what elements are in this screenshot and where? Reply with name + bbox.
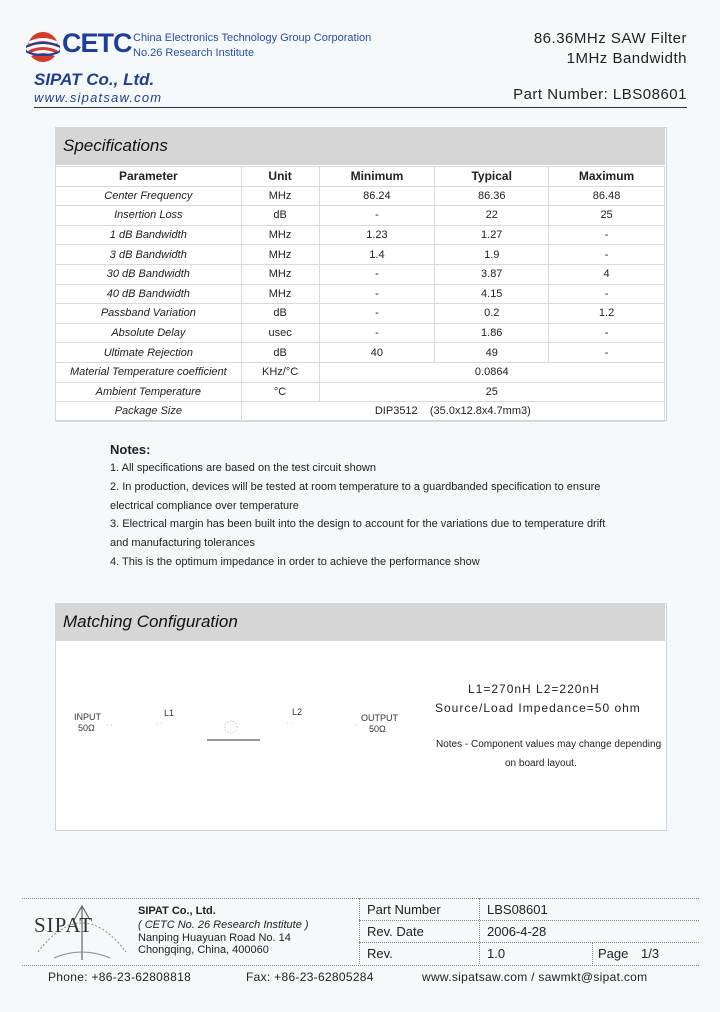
col-header: Typical (435, 167, 549, 187)
company-name: SIPAT Co., Ltd. (34, 70, 155, 89)
l1-label: L1 (164, 708, 175, 718)
table-row (56, 382, 665, 402)
note-line: 2. In production, devices will be tested at room temperature to a guardbanded specification to ensure (110, 481, 601, 493)
matching-note-2: on board layout. (505, 758, 577, 769)
typ-cell: 22 (435, 206, 549, 226)
param-cell: 1 dB Bandwidth (56, 225, 242, 245)
min-cell: - (319, 206, 435, 226)
typ-cell: 1.9 (435, 245, 549, 265)
footer-contact[interactable]: www.sipatsaw.com / sawmkt@sipat.com (422, 970, 648, 984)
matching-circuit-diagram (100, 715, 380, 745)
note-line: 3. Electrical margin has been built into the design to account for the variations due to temperature drift (110, 518, 606, 530)
param-cell: Center Frequency (56, 186, 242, 206)
unit-cell: MHz (241, 264, 319, 284)
output-impedance: 50Ω (369, 724, 386, 734)
footer-divider (592, 942, 593, 964)
unit-cell: dB (241, 304, 319, 324)
footer-institute: ( CETC No. 26 Research Institute ) (138, 919, 309, 931)
unit-cell: °C (241, 382, 319, 402)
table-row (56, 343, 665, 363)
value-cell: 0.0864 (319, 362, 665, 382)
unit-cell: MHz (241, 225, 319, 245)
min-cell: 1.4 (319, 245, 435, 265)
footer-address-2: Chongqing, China, 400060 (138, 944, 269, 956)
param-cell: 40 dB Bandwidth (56, 284, 242, 304)
min-cell: - (319, 284, 435, 304)
min-cell: 86.24 (319, 186, 435, 206)
unit-cell: dB (241, 206, 319, 226)
matching-title: Matching Configuration (63, 612, 238, 631)
min-cell: - (319, 323, 435, 343)
col-header: Maximum (549, 167, 665, 187)
table-row (56, 206, 665, 226)
cetc-globe-logo (26, 30, 60, 64)
table-header-row (56, 167, 665, 187)
param-cell: Absolute Delay (56, 323, 242, 343)
unit-cell: MHz (241, 186, 319, 206)
table-row (56, 362, 665, 382)
param-cell: 30 dB Bandwidth (56, 264, 242, 284)
rev-label: Rev. (367, 946, 393, 961)
footer-divider (479, 898, 480, 964)
typ-cell: 1.86 (435, 323, 549, 343)
website-link[interactable]: www.sipatsaw.com (34, 90, 163, 105)
footer-fax: Fax: +86-23-62805284 (246, 970, 374, 984)
col-header: Parameter (56, 167, 242, 187)
svg-text:· ·: · · (106, 722, 113, 729)
org-line-2: No.26 Research Institute (133, 47, 255, 59)
notes-heading: Notes: (110, 442, 151, 457)
max-cell: - (549, 245, 665, 265)
rev-value: 1.0 (487, 946, 506, 961)
max-cell: - (549, 323, 665, 343)
table-row (56, 245, 665, 265)
table-row (56, 402, 665, 422)
component-values: L1=270nH L2=220nH (468, 682, 600, 696)
typ-cell: 4.15 (435, 284, 549, 304)
min-cell: - (319, 264, 435, 284)
unit-cell: MHz (241, 245, 319, 265)
rev-date-value: 2006-4-28 (487, 924, 547, 939)
package-value-cell: DIP3512 (35.0x12.8x4.7mm3) (241, 402, 664, 422)
note-line: 4. This is the optimum impedance in order to achieve the performance show (110, 556, 480, 568)
table-row (56, 225, 665, 245)
header-divider (34, 107, 687, 108)
part-number-value: LBS08601 (487, 902, 548, 917)
min-cell: 1.23 (319, 225, 435, 245)
max-cell: 4 (549, 264, 665, 284)
footer-address-1: Nanping Huayuan Road No. 14 (138, 932, 291, 944)
param-cell: Ambient Temperature (56, 382, 242, 402)
footer-phone: Phone: +86-23-62808818 (48, 970, 192, 984)
svg-text:·: · (355, 722, 358, 729)
product-title: 86.36MHz SAW Filter (533, 30, 687, 47)
page-label: Page (598, 946, 629, 961)
part-number: Part Number: LBS08601 (513, 86, 687, 103)
note-line: electrical compliance over temperature (110, 500, 299, 512)
value-cell: 25 (319, 382, 665, 402)
input-impedance: 50Ω (78, 723, 95, 733)
table-row (56, 323, 665, 343)
org-line-1: China Electronics Technology Group Corporation (133, 32, 372, 44)
param-cell: Ultimate Rejection (56, 343, 242, 363)
typ-cell: 1.27 (435, 225, 549, 245)
col-header: Minimum (319, 167, 435, 187)
table-row (56, 264, 665, 284)
part-number-label: Part Number (367, 902, 441, 917)
footer-row-line (359, 920, 699, 921)
specifications-title: Specifications (63, 136, 168, 155)
impedance-text: Source/Load Impedance=50 ohm (435, 701, 641, 715)
table-row (56, 284, 665, 304)
col-header: Unit (241, 167, 319, 187)
note-line: 1. All specifications are based on the test circuit shown (110, 462, 376, 474)
rev-date-label: Rev. Date (367, 924, 424, 939)
unit-cell: KHz/°C (241, 362, 319, 382)
footer-company: SIPAT Co., Ltd. (138, 905, 216, 917)
typ-cell: 86.36 (435, 186, 549, 206)
table-row (56, 186, 665, 206)
cetc-logo-text: CETC (62, 28, 132, 58)
param-cell: Insertion Loss (56, 206, 242, 226)
svg-text:· ·: · · (156, 720, 163, 727)
note-line: and manufacturing tolerances (110, 537, 255, 549)
matching-note-1: Notes - Component values may change depending (436, 739, 662, 750)
unit-cell: usec (241, 323, 319, 343)
footer-row-line (359, 942, 699, 943)
product-bandwidth: 1MHz Bandwidth (566, 50, 687, 67)
max-cell: - (549, 225, 665, 245)
typ-cell: 3.87 (435, 264, 549, 284)
input-label: INPUT (74, 712, 101, 722)
max-cell: 1.2 (549, 304, 665, 324)
page-value: 1/3 (641, 946, 660, 961)
max-cell: - (549, 284, 665, 304)
param-cell: Passband Variation (56, 304, 242, 324)
output-label: OUTPUT (361, 713, 398, 723)
typ-cell: 0.2 (435, 304, 549, 324)
param-cell: 3 dB Bandwidth (56, 245, 242, 265)
footer-divider (359, 898, 360, 964)
sipat-seal-text: SIPAT (34, 913, 94, 937)
unit-cell: dB (241, 343, 319, 363)
max-cell: 25 (549, 206, 665, 226)
l2-label: L2 (292, 707, 303, 717)
min-cell: 40 (319, 343, 435, 363)
param-cell: Package Size (56, 402, 242, 422)
max-cell: - (549, 343, 665, 363)
svg-text:· ·: · · (286, 720, 293, 727)
specifications-table (55, 166, 665, 422)
typ-cell: 49 (435, 343, 549, 363)
max-cell: 86.48 (549, 186, 665, 206)
table-row (56, 304, 665, 324)
specifications-title-bar (55, 127, 665, 165)
unit-cell: MHz (241, 284, 319, 304)
param-cell: Material Temperature coefficient (56, 362, 242, 382)
matching-title-bar (55, 603, 665, 641)
min-cell: - (319, 304, 435, 324)
